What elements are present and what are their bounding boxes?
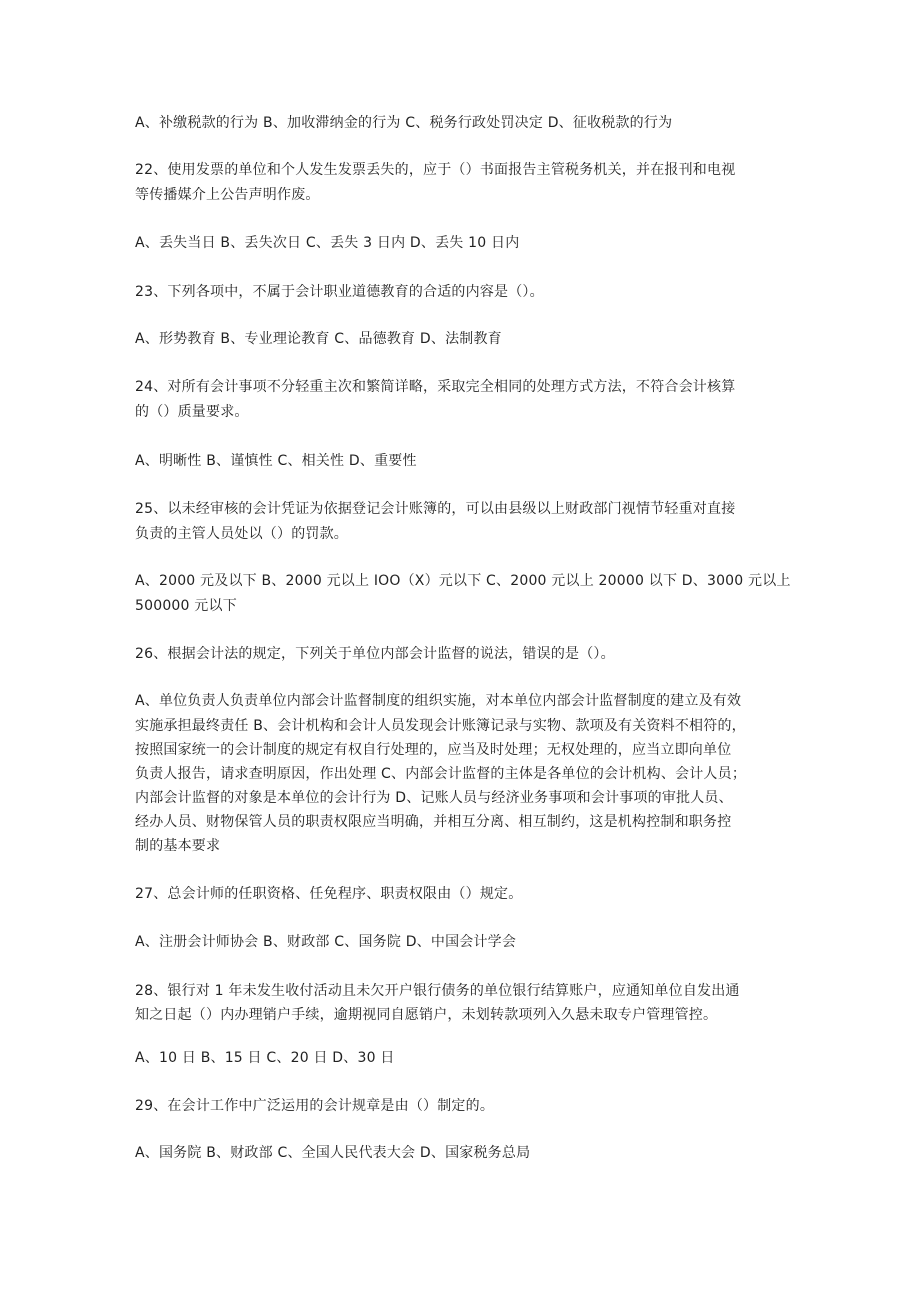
- question-23: 23、下列各项中，不属于会计职业道德教育的合适的内容是（）。: [135, 284, 544, 300]
- answer-options-27: A、注册会计师协会 B、财政部 C、国务院 D、中国会计学会: [135, 934, 517, 950]
- question-24-line-2: 的（）质量要求。: [135, 404, 249, 420]
- answer-options-25-line-1: A、2000 元及以下 B、2000 元以上 IOO（X）元以下 C、2000 元以上 20000 以下 D、3000 元以上: [135, 573, 791, 589]
- question-28-line-2: 知之日起（）内办理销户手续，逾期视同自愿销户，未划转款项列入久悬未取专户管理管控。: [135, 1007, 718, 1023]
- question-22-line-1: 22、使用发票的单位和个人发生发票丢失的，应于（）书面报告主管税务机关，并在报刊和电视: [135, 162, 736, 178]
- answer-options-24: A、明晰性 B、谨慎性 C、相关性 D、重要性: [135, 453, 417, 469]
- question-28-line-1: 28、银行对 1 年未发生收付活动且未欠开户银行债务的单位银行结算账户，应通知单位自发出通: [135, 983, 740, 999]
- question-25-line-2: 负责的主管人员处以（）的罚款。: [135, 526, 348, 542]
- answer-options-25-line-2: 500000 元以下: [135, 598, 237, 614]
- question-22-line-2: 等传播媒介上公告声明作废。: [135, 187, 320, 203]
- answer-options-29: A、国务院 B、财政部 C、全国人民代表大会 D、国家税务总局: [135, 1145, 531, 1161]
- answer-options-22: A、丢失当日 B、丢失次日 C、丢失 3 日内 D、丢失 10 日内: [135, 235, 520, 251]
- question-26: 26、根据会计法的规定，下列关于单位内部会计监督的说法，错误的是（）。: [135, 646, 615, 662]
- answer-options-26-line-4: 负责人报告，请求查明原因，作出处理 C、内部会计监督的主体是各单位的会计机构、会计人员；: [135, 766, 747, 782]
- answer-options-23: A、形势教育 B、专业理论教育 C、品德教育 D、法制教育: [135, 331, 502, 347]
- answer-options-26-line-1: A、单位负责人负责单位内部会计监督制度的组织实施，对本单位内部会计监督制度的建立及有效: [135, 693, 742, 709]
- answer-options-28: A、10 日 B、15 日 C、20 日 D、30 日: [135, 1050, 395, 1066]
- answer-options-26-line-2: 实施承担最终责任 B、会计机构和会计人员发现会计账簿记录与实物、款项及有关资料不相符的，: [135, 718, 746, 734]
- question-25-line-1: 25、以未经审核的会计凭证为依据登记会计账簿的，可以由县级以上财政部门视情节轻重对直接: [135, 501, 736, 517]
- question-27: 27、总会计师的任职资格、任免程序、职责权限由（）规定。: [135, 886, 523, 902]
- answer-options-26-line-6: 经办人员、财物保管人员的职责权限应当明确，并相互分离、相互制约，这是机构控制和职务控: [135, 814, 732, 830]
- answer-options-26-line-3: 按照国家统一的会计制度的规定有权自行处理的，应当及时处理；无权处理的，应当立即向单位: [135, 742, 732, 758]
- answer-options-26-line-7: 制的基本要求: [135, 838, 221, 854]
- question-24-line-1: 24、对所有会计事项不分轻重主次和繁简详略，采取完全相同的处理方式方法，不符合会计核算: [135, 379, 736, 395]
- answer-options-21: A、补缴税款的行为 B、加收滞纳金的行为 C、税务行政处罚决定 D、征收税款的行为: [135, 115, 673, 131]
- question-29: 29、在会计工作中广泛运用的会计规章是由（）制定的。: [135, 1098, 495, 1114]
- answer-options-26-line-5: 内部会计监督的对象是本单位的会计行为 D、记账人员与经济业务事项和会计事项的审批人员、: [135, 790, 733, 806]
